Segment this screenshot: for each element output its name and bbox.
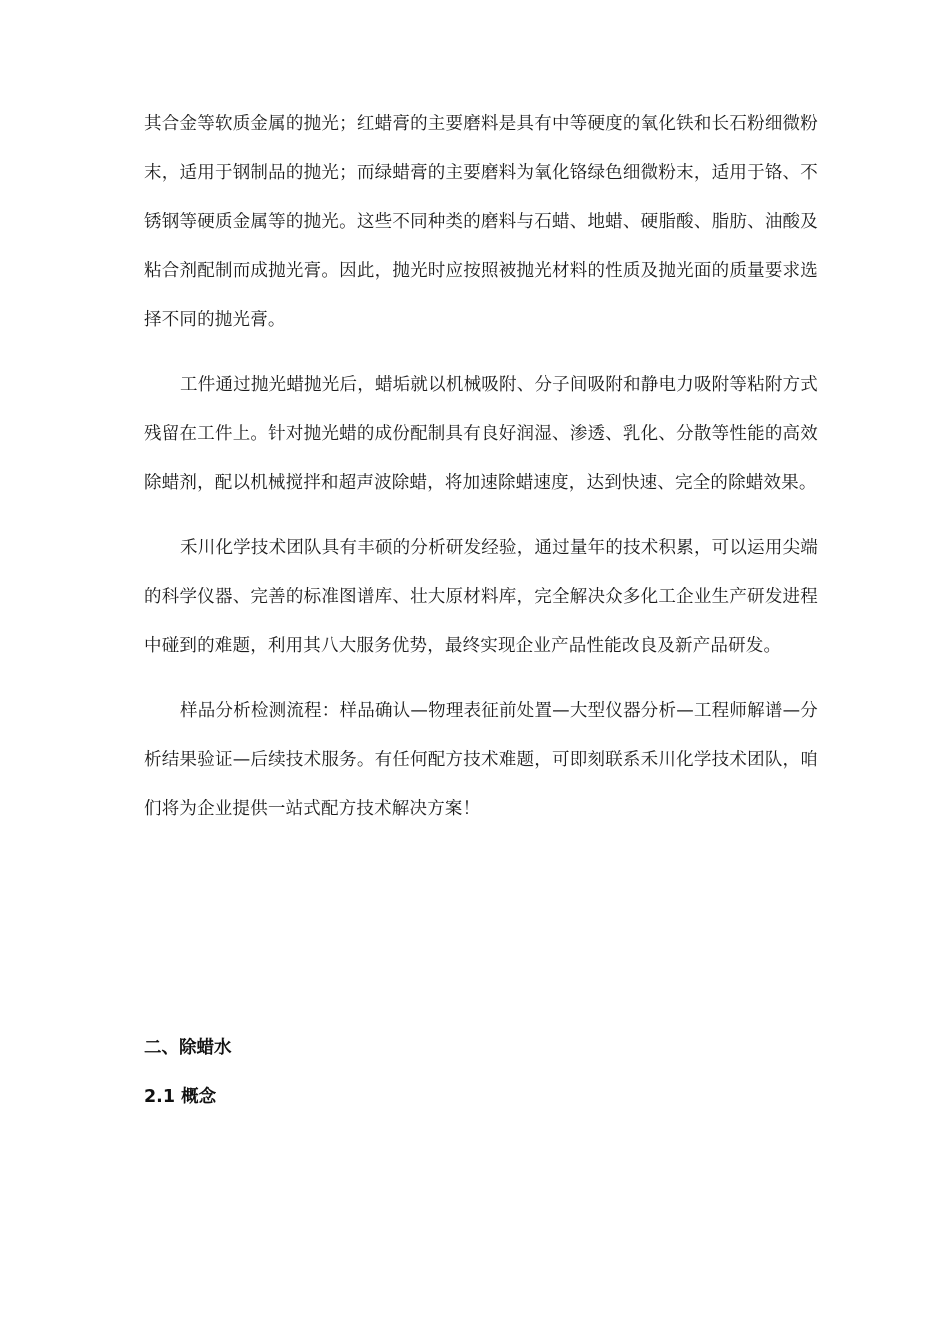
section-heading: 二、除蜡水: [144, 1038, 232, 1058]
paragraph-wax-removal: 工件通过抛光蜡抛光后，蜡垢就以机械吸附、分子间吸附和静电力吸附等粘附方式残留在工件上。针对抛光蜡的成份配制具有良好润湿、渗透、乳化、分散等性能的高效除蜡剂，配以机械搅拌和超声波除蜡，将加速除蜡速度，达到快速、完全的除蜡效果。: [144, 375, 818, 493]
subsection-heading: 2.1 概念: [144, 1087, 217, 1107]
paragraph-polishing-paste: 其合金等软质金属的抛光；红蜡膏的主要磨料是具有中等硬度的氧化铁和长石粉细微粉末，适用于钢制品的抛光；而绿蜡膏的主要磨料为氧化铬绿色细微粉末，适用于铬、不锈钢等硬质金属等的抛光。这些不同种类的磨料与石蜡、地蜡、硬脂酸、脂肪、油酸及粘合剂配制而成抛光膏。因此，抛光时应按照被抛光材料的性质及抛光面的质量要求选择不同的抛光膏。: [144, 114, 818, 330]
paragraph-analysis-process: 样品分析检测流程：样品确认—物理表征前处置—大型仪器分析—工程师解谱—分析结果验证—后续技术服务。有任何配方技术难题，可即刻联系禾川化学技术团队，咱们将为企业提供一站式配方技术解决方案！: [144, 701, 818, 819]
paragraph-team-intro: 禾川化学技术团队具有丰硕的分析研发经验，通过量年的技术积累，可以运用尖端的科学仪器、完善的标准图谱库、壮大原材料库，完全解决众多化工企业生产研发进程中碰到的难题，利用其八大服务优势，最终实现企业产品性能改良及新产品研发。: [144, 538, 818, 656]
section-headings: [144, 1024, 818, 1122]
document-body: [144, 100, 818, 834]
